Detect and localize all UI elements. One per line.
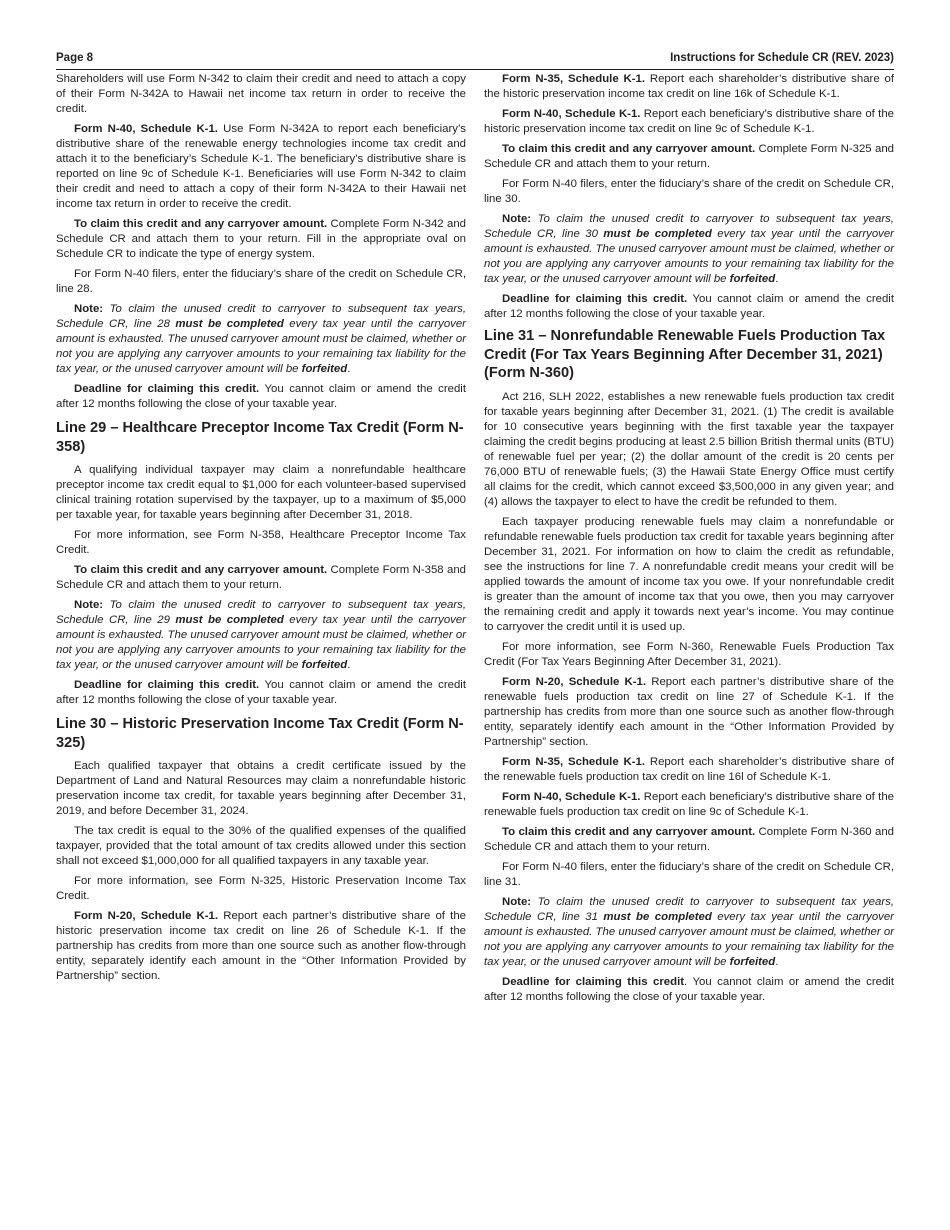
page-header [56, 52, 894, 70]
left-column [56, 72, 466, 989]
body-paragraph: For more information, see Form N-358, Healthcare Preceptor Income Tax Credit. [56, 529, 466, 556]
section-heading-line-29: Line 29 – Healthcare Preceptor Income Tax Credit (Form N-358) [56, 420, 464, 455]
paragraph-lead: Deadline for claiming this credit. [74, 679, 260, 691]
paragraph-text: Complete Form N-342 and Schedule CR and attach them to your return. Fill in the appropriate oval on Schedule CR to indicate the type of energy system. [56, 218, 466, 260]
paragraph-text: Report each shareholder’s distributive share of the historic preservation income tax credit on line 16k of Schedule K-1. [484, 73, 894, 100]
paragraph-lead: Deadline for claiming this credit. [74, 383, 260, 395]
document-title: Instructions for Schedule CR (REV. 2023) [670, 52, 894, 64]
note-paragraph: Note: To claim the unused credit to carryover to subsequent tax years, Schedule CR, line 31 must be completed every tax year until the carryover amount is exhausted. The unused carryover amount must be claimed, whether or not you are applying any carryover amounts to your remaining tax liability for the tax year, or the unused carryover amount will be forfeited. [484, 895, 894, 968]
note-paragraph: Note: To claim the unused credit to carryover to subsequent tax years, Schedule CR, line 30 must be completed every tax year until the carryover amount is exhausted. The unused carryover amount must be claimed, whether or not you are applying any carryover amounts to your remaining tax liability for the tax year, or the unused carryover amount will be forfeited. [484, 213, 894, 285]
paragraph-text: You cannot claim or amend the credit after 12 months following the close of your taxable year. [56, 679, 466, 706]
paragraph-lead: Form N-20, Schedule K-1. [502, 675, 647, 688]
form-n40-paragraph [484, 107, 894, 137]
paragraph-lead: Deadline for claiming this credit [502, 975, 685, 988]
paragraph-text: Report each partner’s distributive share of the historic preservation income tax credit on line 26 of Schedule K-1. If the partnership has credits from more than one source such as another flow-through entity, separately identify each amount in the “Other Information Provided by Partnership” section. [56, 910, 466, 982]
note-label: Note: [74, 303, 104, 315]
paragraph-lead: To claim this credit and any carryover amount. [74, 218, 328, 230]
form-n20-paragraph [56, 909, 466, 984]
form-n35-paragraph [484, 72, 894, 102]
paragraph-text: Complete Form N-358 and Schedule CR and attach them to your return. [56, 564, 466, 591]
paragraph-lead: Form N-40, Schedule K-1. [502, 108, 641, 120]
paragraph-text: Complete Form N-360 and Schedule CR and attach them to your return. [484, 825, 894, 853]
body-paragraph: For more information, see Form N-360, Renewable Fuels Production Tax Credit (For Tax Years Beginning After December 31, 2021). [484, 640, 894, 668]
claim-credit-paragraph [484, 142, 894, 172]
fiduciary-paragraph: For Form N-40 filers, enter the fiduciary’s share of the credit on Schedule CR, line 30. [484, 178, 894, 205]
paragraph-text: You cannot claim or amend the credit after 12 months following the close of your taxable year. [56, 383, 466, 410]
note-label: Note: [502, 213, 532, 225]
paragraph-text: Report each beneficiary’s distributive share of the renewable fuels production tax credit on line 9c of Schedule K-1. [484, 790, 895, 818]
claim-credit-paragraph [484, 825, 894, 855]
paragraph-lead: To claim this credit and any carryover amount. [502, 825, 756, 838]
deadline-paragraph [484, 292, 894, 322]
deadline-paragraph [56, 678, 466, 708]
body-paragraph: Act 216, SLH 2022, establishes a new renewable fuels production tax credit for taxable years beginning after December 31, 2021. (1) The credit is available for 10 consecutive years beginning with the first taxable year the taxpayer claiming the credit begins producing at least 2.5 billion British thermal units (BTU) of renewable fuel per year; (2) the dollar amount of the credit is 20 cents per 76,000 BTU of renewable fuels; (3) the Hawaii State Energy Office must certify all claims for the credit, which cannot exceed $3,500,000 in any given year; and (4) allows the taxpayer to elect to have the credit be refunded to them. [484, 390, 894, 508]
note-text: To claim the unused credit to carryover to subsequent tax years, Schedule CR, line 28 must be completed every tax year until the carryover amount is exhausted. The unused carryover amount must be claimed, whether or not you are applying any carryover amounts to your remaining tax liability for the tax year, or the unused carryover amount will be forfeited [56, 303, 466, 375]
paragraph-text: Complete Form N-325 and Schedule CR and attach them to your return. [484, 143, 894, 170]
paragraph-lead: Deadline for claiming this credit. [502, 293, 688, 305]
right-column [484, 72, 894, 1010]
paragraph-lead: Form N-40, Schedule K-1. [502, 790, 641, 803]
form-n40-paragraph [56, 122, 466, 212]
paragraph-lead: To claim this credit and any carryover amount. [74, 564, 328, 576]
note-label: Note: [502, 895, 532, 908]
body-paragraph: Each taxpayer producing renewable fuels may claim a nonrefundable or refundable renewable fuels production tax credit for taxable years beginning after December 31, 2021. For information on how to claim the credit as refundable, see the instructions for line 7. A nonrefundable credit means your credit will be applied towards the amount of income tax you owe. If your nonrefundable credit is greater than the amount of income tax that you owe, then you may carryover the remaining credit and apply it towards next year’s income. You may continue to carryover the credit until it is used up. [484, 515, 894, 633]
paragraph-text: Report each beneficiary’s distributive share of the historic preservation income tax credit on line 9c of Schedule K-1. [484, 108, 895, 135]
paragraph-text: Report each shareholder’s distributive share of the renewable fuels production tax credit on line 16l of Schedule K-1. [484, 755, 894, 783]
paragraph-text: Use Form N-342A to report each beneficiary’s distributive share of the renewable energy technologies income tax credit and attach it to the beneficiary’s Schedule K-1. The beneficiary’s distributive share is reported on line 9c of Schedule K-1. Beneficiaries will use Form N-342 to claim their credit and need to attach a copy of their form N-342A to their Hawaii net income tax return in order to receive the credit. [56, 123, 466, 210]
body-paragraph: Each qualified taxpayer that obtains a credit certificate issued by the Department of Land and Natural Resources may claim a nonrefundable historic preservation income tax credit, for taxable years beginning after December 31, 2019, and before December 31, 2024. [56, 760, 466, 817]
body-paragraph: For more information, see Form N-325, Historic Preservation Income Tax Credit. [56, 875, 466, 902]
deadline-paragraph [484, 975, 894, 1005]
form-n20-paragraph [484, 675, 894, 750]
note-text: To claim the unused credit to carryover to subsequent tax years, Schedule CR, line 29 must be completed every tax year until the carryover amount is exhausted. The unused carryover amount must be claimed, whether or not you are applying any carryover amounts to your remaining tax liability for the tax year, or the unused carryover amount will be forfeited [56, 599, 466, 671]
paragraph-lead: Form N-35, Schedule K-1. [502, 73, 646, 85]
paragraph-continued: Shareholders will use Form N-342 to claim their credit and need to attach a copy of their Form N-342A to Hawaii net income tax return in order to receive the credit. [56, 73, 466, 115]
paragraph-lead: Form N-35, Schedule K-1. [502, 755, 646, 768]
section-heading-line-30: Line 30 – Historic Preservation Income Tax Credit (Form N-325) [56, 716, 464, 751]
form-n40-paragraph [484, 790, 894, 820]
header-rule [56, 69, 894, 70]
fiduciary-paragraph: For Form N-40 filers, enter the fiduciary’s share of the credit on Schedule CR, line 28. [56, 268, 466, 295]
paragraph-text: Report each partner’s distributive share of the renewable fuels production tax credit on line 27 of Schedule K-1. If the partnership has credits from more than one source such as another flow-through entity, separately identify each amount in the “Other Information Provided by Partnership” section. [484, 675, 894, 748]
page-number: Page 8 [56, 52, 94, 64]
section-heading-line-31: Line 31 – Nonrefundable Renewable Fuels Production Tax Credit (For Tax Years Beginning After December 31, 2021) (Form N-360) [484, 328, 886, 381]
paragraph-lead: Form N-20, Schedule K-1. [74, 910, 219, 922]
note-label: Note: [74, 599, 104, 611]
paragraph-lead: Form N-40, Schedule K-1. [74, 123, 218, 135]
paragraph-text: You cannot claim or amend the credit after 12 months following the close of your taxable year. [484, 293, 894, 320]
claim-credit-paragraph [56, 217, 466, 262]
claim-credit-paragraph [56, 563, 466, 593]
fiduciary-paragraph: For Form N-40 filers, enter the fiduciary’s share of the credit on Schedule CR, line 31. [484, 860, 894, 888]
note-paragraph: Note: To claim the unused credit to carryover to subsequent tax years, Schedule CR, line 28 must be completed every tax year until the carryover amount is exhausted. The unused carryover amount must be claimed, whether or not you are applying any carryover amounts to your remaining tax liability for the tax year, or the unused carryover amount will be forfeited. [56, 303, 466, 375]
paragraph-lead: To claim this credit and any carryover amount. [502, 143, 756, 155]
note-text: To claim the unused credit to carryover to subsequent tax years, Schedule CR, line 30 must be completed every tax year until the carryover amount is exhausted. The unused carryover amount must be claimed, whether or not you are applying any carryover amounts to your remaining tax liability for the tax year, or the unused carryover amount will be forfeited [484, 213, 894, 285]
paragraph-text: . You cannot claim or amend the credit after 12 months following the close of your taxable year. [484, 975, 894, 1003]
deadline-paragraph [56, 382, 466, 412]
body-paragraph: The tax credit is equal to the 30% of the qualified expenses of the qualified taxpayer, provided that the total amount of tax credits allowed under this section shall not exceed $1,000,000 for all qualified taxpayers in any taxable year. [56, 825, 466, 867]
note-text: To claim the unused credit to carryover to subsequent tax years, Schedule CR, line 31 must be completed every tax year until the carryover amount is exhausted. The unused carryover amount must be claimed, whether or not you are applying any carryover amounts to your remaining tax liability for the tax year, or the unused carryover amount will be forfeited [484, 895, 894, 968]
body-paragraph: A qualifying individual taxpayer may claim a nonrefundable healthcare preceptor income tax credit equal to $1,000 for each volunteer-based supervised clinical training rotation supervised by the taxpayer, up to a maximum of $5,000 per taxable year, for taxable years beginning after December 31, 2018. [56, 464, 466, 521]
form-n35-paragraph [484, 755, 894, 785]
note-paragraph: Note: To claim the unused credit to carryover to subsequent tax years, Schedule CR, line 29 must be completed every tax year until the carryover amount is exhausted. The unused carryover amount must be claimed, whether or not you are applying any carryover amounts to your remaining tax liability for the tax year, or the unused carryover amount will be forfeited. [56, 599, 466, 671]
